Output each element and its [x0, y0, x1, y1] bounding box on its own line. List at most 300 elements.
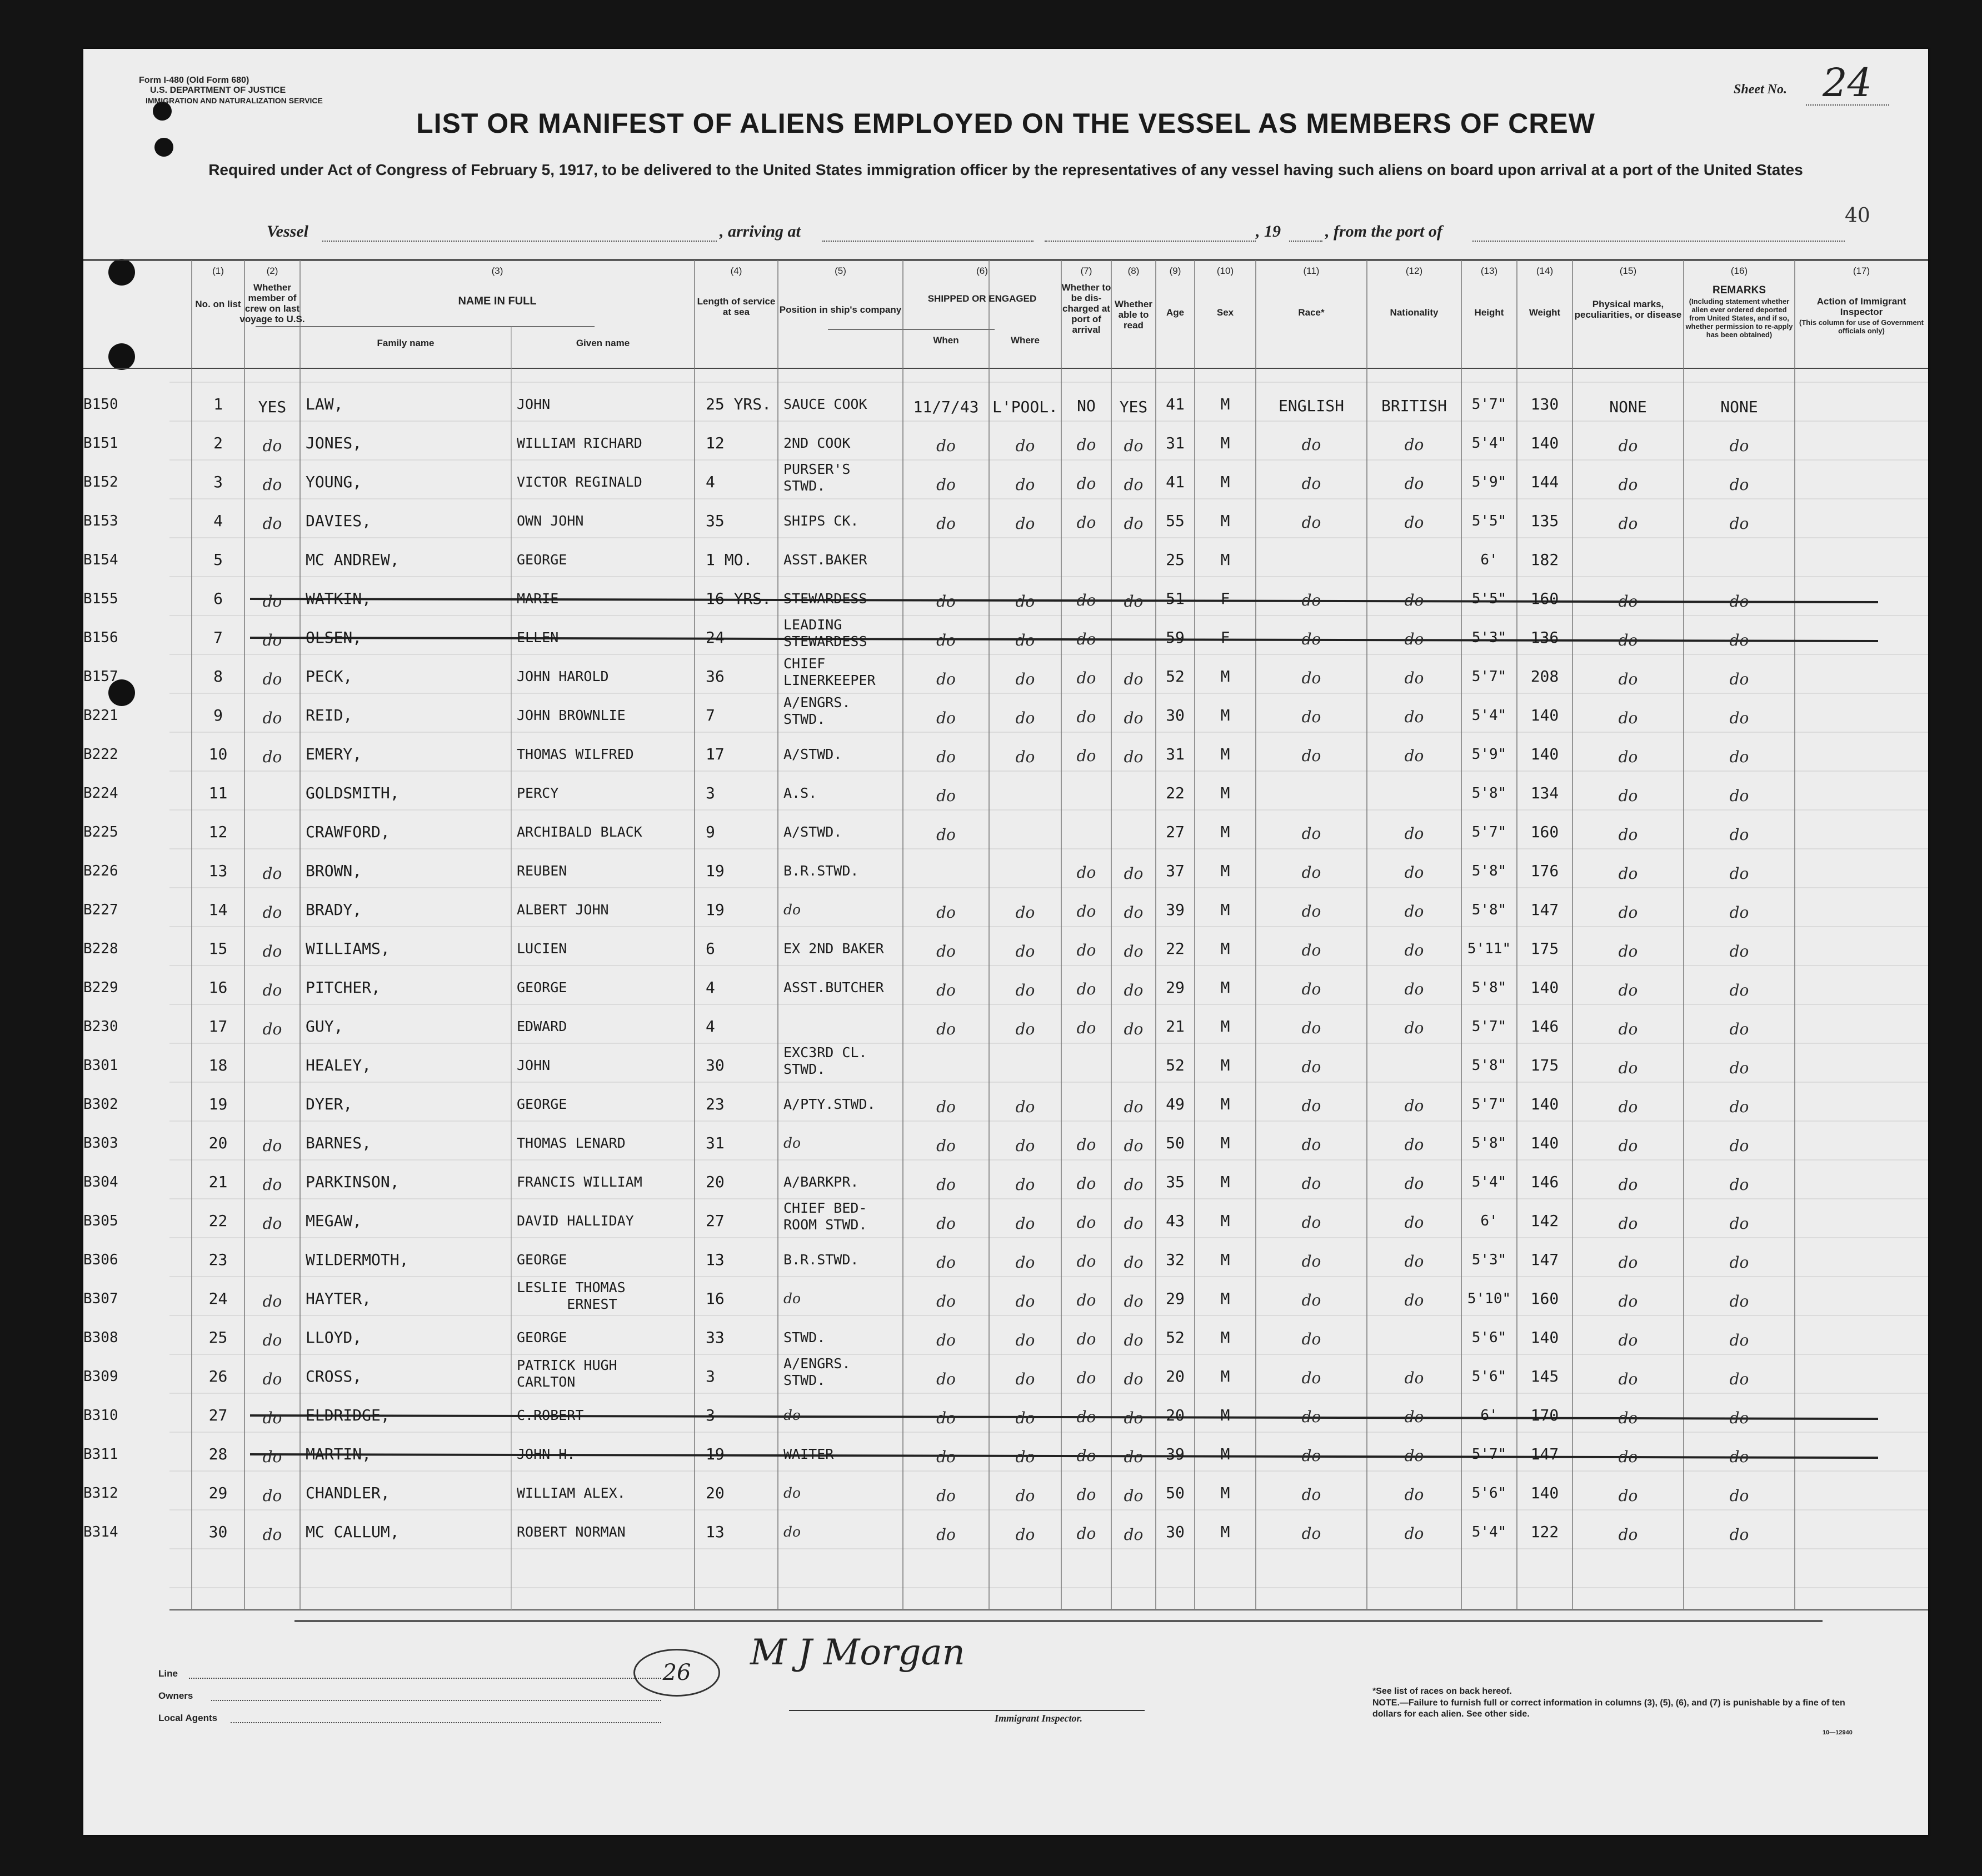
col-remarks: REMARKS: [1712, 284, 1766, 296]
row-race: do: [1301, 824, 1321, 843]
row-remarks: do: [1729, 903, 1749, 922]
row-member: do: [262, 437, 282, 455]
row-member: do: [262, 942, 282, 960]
row-when: do: [936, 1137, 956, 1155]
row-race: do: [1301, 1019, 1321, 1037]
row-length-service: 13: [706, 1250, 725, 1269]
row-when: do: [936, 748, 956, 766]
row-length-service: 13: [706, 1523, 725, 1541]
local-agents-field: [231, 1722, 661, 1723]
row-member: do: [262, 903, 282, 922]
row-position: ASST.BAKER: [783, 552, 867, 568]
row-member: YES: [258, 398, 287, 416]
row-family-name: BRADY,: [306, 901, 362, 919]
row-number: 2: [213, 434, 223, 452]
row-given-name: REUBEN: [517, 863, 567, 879]
row-length-service: 3: [706, 784, 715, 802]
row-where: do: [1015, 1214, 1035, 1233]
column-number: (17): [1853, 266, 1870, 276]
row-number: 7: [213, 628, 223, 647]
row-able-read: do: [1124, 476, 1144, 494]
row-age: 29: [1166, 978, 1185, 997]
row-sex: M: [1220, 473, 1230, 491]
row-weight: 140: [1530, 706, 1559, 724]
row-height: 5'7": [1471, 396, 1507, 413]
row-race: do: [1301, 630, 1321, 648]
row-length-service: 7: [706, 706, 715, 724]
row-given-name: GEORGE: [517, 1252, 567, 1268]
row-length-service: 33: [706, 1328, 725, 1347]
row-physical-marks: do: [1618, 1331, 1638, 1349]
row-weight: 140: [1530, 745, 1559, 763]
row-able-read: do: [1124, 1214, 1144, 1233]
row-remarks: do: [1729, 476, 1749, 494]
column-number: (9): [1169, 266, 1181, 276]
row-race: do: [1301, 1097, 1321, 1115]
row-length-service: 20: [706, 1484, 725, 1502]
row-age: 21: [1166, 1017, 1185, 1035]
col-family-name: Family name: [377, 338, 435, 348]
row-given-name: LESLIE THOMAS ERNEST: [517, 1279, 626, 1312]
row-code: B150: [83, 396, 118, 413]
col-race: Race*: [1298, 307, 1325, 318]
row-member: do: [262, 1020, 282, 1038]
row-code: B226: [83, 863, 118, 879]
row-number: 27: [208, 1406, 228, 1424]
row-number: 3: [213, 473, 223, 491]
row-when: do: [936, 1331, 956, 1349]
row-race: do: [1301, 1135, 1321, 1154]
row-age: 51: [1166, 589, 1185, 608]
row-race: do: [1301, 669, 1321, 687]
row-length-service: 4: [706, 1017, 715, 1035]
row-race: do: [1301, 513, 1321, 532]
row-position: ASST.BUTCHER: [783, 979, 884, 995]
row-family-name: MC CALLUM,: [306, 1523, 400, 1541]
row-height: 5'4": [1471, 1174, 1507, 1190]
row-weight: 140: [1530, 434, 1559, 452]
row-remarks: do: [1729, 864, 1749, 883]
department: U.S. DEPARTMENT OF JUSTICE: [150, 86, 286, 95]
row-where: do: [1015, 1020, 1035, 1038]
row-where: do: [1015, 1409, 1035, 1427]
row-age: 52: [1166, 1328, 1185, 1347]
row-race: do: [1301, 1369, 1321, 1387]
row-member: do: [262, 709, 282, 727]
row-height: 5'3": [1471, 629, 1507, 646]
row-physical-marks: NONE: [1609, 398, 1647, 416]
row-length-service: 4: [706, 473, 715, 491]
row-able-read: do: [1124, 514, 1144, 533]
row-age: 31: [1166, 745, 1185, 763]
row-family-name: EMERY,: [306, 745, 362, 763]
row-race: do: [1301, 1408, 1321, 1426]
row-nationality: do: [1404, 902, 1424, 921]
row-able-read: do: [1124, 1253, 1144, 1272]
row-weight: 182: [1530, 551, 1559, 569]
row-given-name: THOMAS LENARD: [517, 1135, 626, 1151]
row-member: do: [262, 670, 282, 688]
row-age: 30: [1166, 1523, 1185, 1541]
row-age: 50: [1166, 1484, 1185, 1502]
row-sex: M: [1220, 1095, 1230, 1113]
row-length-service: 35: [706, 512, 725, 530]
row-member: do: [262, 981, 282, 999]
row-nationality: do: [1404, 1291, 1424, 1309]
row-able-read: do: [1124, 709, 1144, 727]
row-when: do: [936, 1370, 956, 1388]
row-sex: M: [1220, 1484, 1230, 1502]
row-physical-marks: do: [1618, 437, 1638, 455]
row-sex: M: [1220, 706, 1230, 724]
row-age: 22: [1166, 784, 1185, 802]
row-position: A/STWD.: [783, 824, 842, 840]
row-nationality: do: [1404, 1097, 1424, 1115]
row-number: 30: [208, 1523, 228, 1541]
row-discharged: do: [1076, 980, 1096, 998]
row-length-service: 20: [706, 1173, 725, 1191]
row-position: do: [783, 1407, 801, 1423]
col-height: Height: [1474, 307, 1504, 318]
row-nationality: do: [1404, 513, 1424, 532]
penalty-note: NOTE.—Failure to furnish full or correct information in columns (3), (5), (6), and (7) is punishable by a fine of ten dollars for each alien. See other side.: [1372, 1698, 1845, 1719]
row-height: 5'8": [1471, 785, 1507, 802]
row-sex: M: [1220, 1056, 1230, 1074]
row-member: do: [262, 1448, 282, 1466]
row-height: 5'4": [1471, 1524, 1507, 1540]
col-shipped-engaged: SHIPPED OR ENGAGED: [927, 293, 1037, 304]
row-height: 5'8": [1471, 1135, 1507, 1152]
row-sex: M: [1220, 862, 1230, 880]
row-height: 5'7": [1471, 1446, 1507, 1463]
row-weight: 160: [1530, 589, 1559, 608]
row-able-read: do: [1124, 748, 1144, 766]
row-family-name: LAW,: [306, 395, 343, 413]
row-given-name: PERCY: [517, 785, 559, 801]
row-sex: M: [1220, 1523, 1230, 1541]
row-race: do: [1301, 1174, 1321, 1193]
row-discharged: do: [1076, 1408, 1096, 1426]
row-physical-marks: do: [1618, 709, 1638, 727]
row-family-name: YOUNG,: [306, 473, 362, 491]
row-where: do: [1015, 1525, 1035, 1544]
row-length-service: 36: [706, 667, 725, 686]
row-given-name: GEORGE: [517, 979, 567, 995]
column-number: (16): [1730, 266, 1748, 276]
row-nationality: do: [1404, 1174, 1424, 1193]
column-number: (2): [266, 266, 278, 276]
row-height: 5'11": [1467, 940, 1511, 957]
row-number: 14: [208, 901, 228, 919]
row-number: 1: [213, 395, 223, 413]
row-length-service: 31: [706, 1134, 725, 1152]
row-family-name: HAYTER,: [306, 1289, 372, 1308]
row-discharged: do: [1076, 630, 1096, 648]
row-position: 2ND COOK: [783, 435, 851, 451]
row-physical-marks: do: [1618, 981, 1638, 999]
row-code: B154: [83, 552, 118, 568]
row-weight: 175: [1530, 939, 1559, 958]
row-race: do: [1301, 1252, 1321, 1270]
row-member: do: [262, 1214, 282, 1233]
row-age: 20: [1166, 1406, 1185, 1424]
row-able-read: do: [1124, 1331, 1144, 1349]
row-nationality: do: [1404, 941, 1424, 959]
col-position: Position in ship's company: [779, 304, 902, 315]
row-discharged: do: [1076, 1447, 1096, 1465]
row-age: 49: [1166, 1095, 1185, 1113]
row-position: PURSER'S STWD.: [783, 461, 851, 494]
row-remarks: do: [1729, 826, 1749, 844]
owners-label: Owners: [158, 1690, 193, 1701]
row-family-name: MC ANDREW,: [306, 551, 400, 569]
row-height: 5'4": [1471, 435, 1507, 452]
row-age: 37: [1166, 862, 1185, 880]
row-remarks: do: [1729, 748, 1749, 766]
row-race: do: [1301, 1058, 1321, 1076]
row-family-name: PITCHER,: [306, 978, 381, 997]
row-discharged: do: [1076, 1369, 1096, 1387]
row-race: do: [1301, 980, 1321, 998]
row-family-name: BARNES,: [306, 1134, 372, 1152]
service: IMMIGRATION AND NATURALIZATION SERVICE: [146, 96, 323, 105]
row-family-name: GOLDSMITH,: [306, 784, 400, 802]
row-remarks: do: [1729, 1175, 1749, 1194]
row-number: 16: [208, 978, 228, 997]
row-position: CHIEF BED- ROOM STWD.: [783, 1200, 867, 1233]
row-remarks: do: [1729, 1137, 1749, 1155]
row-when: do: [936, 1214, 956, 1233]
column-number: (3): [491, 266, 503, 276]
row-family-name: DYER,: [306, 1095, 353, 1113]
row-able-read: do: [1124, 1525, 1144, 1544]
row-length-service: 19: [706, 1445, 725, 1463]
row-given-name: PATRICK HUGH CARLTON: [517, 1357, 617, 1390]
sheet-no-label: Sheet No.: [1734, 82, 1787, 97]
row-number: 15: [208, 939, 228, 958]
row-number: 22: [208, 1212, 228, 1230]
row-weight: 170: [1530, 1406, 1559, 1424]
column-number: (13): [1480, 266, 1498, 276]
row-family-name: OLSEN,: [306, 628, 362, 647]
row-member: do: [262, 748, 282, 766]
row-when: do: [936, 592, 956, 611]
row-length-service: 19: [706, 862, 725, 880]
col-when: When: [933, 335, 959, 346]
row-nationality: do: [1404, 436, 1424, 454]
row-height: 5'8": [1471, 1057, 1507, 1074]
row-able-read: do: [1124, 1292, 1144, 1310]
inspector-signature: M J Morgan: [750, 1632, 965, 1673]
row-remarks: do: [1729, 1292, 1749, 1310]
row-height: 5'8": [1471, 863, 1507, 879]
row-number: 10: [208, 745, 228, 763]
row-member: do: [262, 592, 282, 611]
row-physical-marks: do: [1618, 1098, 1638, 1116]
row-remarks: do: [1729, 942, 1749, 960]
row-weight: 160: [1530, 1289, 1559, 1308]
row-weight: 134: [1530, 784, 1559, 802]
row-sex: M: [1220, 1250, 1230, 1269]
row-physical-marks: do: [1618, 476, 1638, 494]
col-nationality: Nationality: [1390, 307, 1439, 318]
row-race: do: [1301, 1524, 1321, 1543]
row-sex: M: [1220, 1212, 1230, 1230]
row-remarks: do: [1729, 1253, 1749, 1272]
row-able-read: do: [1124, 592, 1144, 611]
row-weight: 140: [1530, 1134, 1559, 1152]
row-age: 43: [1166, 1212, 1185, 1230]
row-discharged: do: [1076, 1213, 1096, 1232]
row-weight: 142: [1530, 1212, 1559, 1230]
row-physical-marks: do: [1618, 1370, 1638, 1388]
row-remarks: do: [1729, 514, 1749, 533]
line-label: Line: [158, 1668, 178, 1679]
row-given-name: FRANCIS WILLIAM: [517, 1174, 642, 1190]
row-sex: M: [1220, 745, 1230, 763]
row-given-name: OWN JOHN: [517, 513, 584, 529]
row-where: do: [1015, 437, 1035, 455]
row-given-name: ARCHIBALD BLACK: [517, 824, 642, 840]
row-when: do: [936, 514, 956, 533]
row-position: SAUCE COOK: [783, 396, 867, 412]
row-code: B229: [83, 979, 118, 996]
row-sex: M: [1220, 1134, 1230, 1152]
row-code: B305: [83, 1213, 118, 1229]
row-sex: M: [1220, 978, 1230, 997]
row-given-name: DAVID HALLIDAY: [517, 1213, 634, 1229]
row-nationality: do: [1404, 630, 1424, 648]
col-age: Age: [1166, 307, 1185, 318]
row-able-read: do: [1124, 903, 1144, 922]
row-length-service: 19: [706, 901, 725, 919]
row-length-service: 23: [706, 1095, 725, 1113]
row-where: do: [1015, 1331, 1035, 1349]
row-number: 6: [213, 589, 223, 608]
local-agents-label: Local Agents: [158, 1713, 218, 1723]
row-physical-marks: do: [1618, 787, 1638, 805]
row-height: 5'9": [1471, 746, 1507, 763]
row-able-read: do: [1124, 942, 1144, 960]
row-where: do: [1015, 1487, 1035, 1505]
row-nationality: do: [1404, 980, 1424, 998]
row-given-name: WILLIAM RICHARD: [517, 435, 642, 451]
row-age: 39: [1166, 1445, 1185, 1463]
row-nationality: do: [1404, 1485, 1424, 1504]
row-age: 55: [1166, 512, 1185, 530]
row-sex: M: [1220, 1173, 1230, 1191]
row-physical-marks: do: [1618, 903, 1638, 922]
row-race: do: [1301, 1447, 1321, 1465]
row-age: 52: [1166, 1056, 1185, 1074]
row-code: B227: [83, 902, 118, 918]
row-discharged: do: [1076, 708, 1096, 726]
column-number: (11): [1303, 266, 1320, 276]
row-race: do: [1301, 474, 1321, 493]
row-able-read: YES: [1119, 398, 1148, 416]
row-sex: M: [1220, 551, 1230, 569]
row-sex: M: [1220, 395, 1230, 413]
row-discharged: do: [1076, 863, 1096, 882]
row-code: B222: [83, 746, 118, 763]
row-sex: M: [1220, 1289, 1230, 1308]
row-when: do: [936, 1253, 956, 1272]
row-height: 5'6": [1471, 1368, 1507, 1385]
form-code: 10—12940: [1823, 1729, 1853, 1736]
row-nationality: do: [1404, 1447, 1424, 1465]
column-number: (14): [1536, 266, 1554, 276]
row-able-read: do: [1124, 981, 1144, 999]
row-where: do: [1015, 631, 1035, 649]
row-member: do: [262, 1370, 282, 1388]
row-weight: 147: [1530, 901, 1559, 919]
row-race: do: [1301, 1330, 1321, 1348]
row-height: 6': [1480, 552, 1498, 568]
row-nationality: do: [1404, 824, 1424, 843]
row-physical-marks: do: [1618, 514, 1638, 533]
row-sex: M: [1220, 667, 1230, 686]
row-remarks: do: [1729, 709, 1749, 727]
row-height: 5'3": [1471, 1252, 1507, 1268]
row-nationality: do: [1404, 1408, 1424, 1426]
row-given-name: JOHN H.: [517, 1446, 576, 1462]
row-remarks: do: [1729, 1409, 1749, 1427]
row-able-read: do: [1124, 1448, 1144, 1466]
row-weight: 145: [1530, 1367, 1559, 1385]
column-number: (10): [1216, 266, 1234, 276]
row-nationality: do: [1404, 708, 1424, 726]
race-note: *See list of races on back hereof.: [1372, 1687, 1512, 1696]
row-sex: M: [1220, 823, 1230, 841]
row-height: 5'5": [1471, 591, 1507, 607]
row-discharged: do: [1076, 747, 1096, 765]
row-number: 17: [208, 1017, 228, 1035]
row-length-service: 16 YRS.: [706, 589, 772, 608]
row-discharged: do: [1076, 1174, 1096, 1193]
row-age: 31: [1166, 434, 1185, 452]
row-given-name: ROBERT NORMAN: [517, 1524, 626, 1540]
row-number: 25: [208, 1328, 228, 1347]
row-nationality: do: [1404, 474, 1424, 493]
row-age: 20: [1166, 1367, 1185, 1385]
row-number: 28: [208, 1445, 228, 1463]
row-length-service: 1 MO.: [706, 551, 753, 569]
row-when: do: [936, 903, 956, 922]
row-given-name: GEORGE: [517, 552, 567, 568]
row-able-read: do: [1124, 1137, 1144, 1155]
row-sex: M: [1220, 784, 1230, 802]
row-race: do: [1301, 1291, 1321, 1309]
row-remarks: do: [1729, 1525, 1749, 1544]
row-family-name: WILLIAMS,: [306, 939, 390, 958]
col-weight: Weight: [1529, 307, 1561, 318]
row-where: L'POOL.: [992, 398, 1058, 416]
row-discharged: do: [1076, 1524, 1096, 1543]
row-physical-marks: do: [1618, 670, 1638, 688]
row-when: do: [936, 1020, 956, 1038]
row-member: do: [262, 1409, 282, 1427]
row-member: do: [262, 864, 282, 883]
row-physical-marks: do: [1618, 1292, 1638, 1310]
row-code: B308: [83, 1329, 118, 1346]
row-length-service: 27: [706, 1212, 725, 1230]
row-weight: 146: [1530, 1173, 1559, 1191]
row-number: 5: [213, 551, 223, 569]
row-discharged: do: [1076, 1252, 1096, 1270]
row-number: 23: [208, 1250, 228, 1269]
col-physical-marks: Physical marks, peculiarities, or disease: [1574, 299, 1682, 320]
row-number: 11: [208, 784, 228, 802]
